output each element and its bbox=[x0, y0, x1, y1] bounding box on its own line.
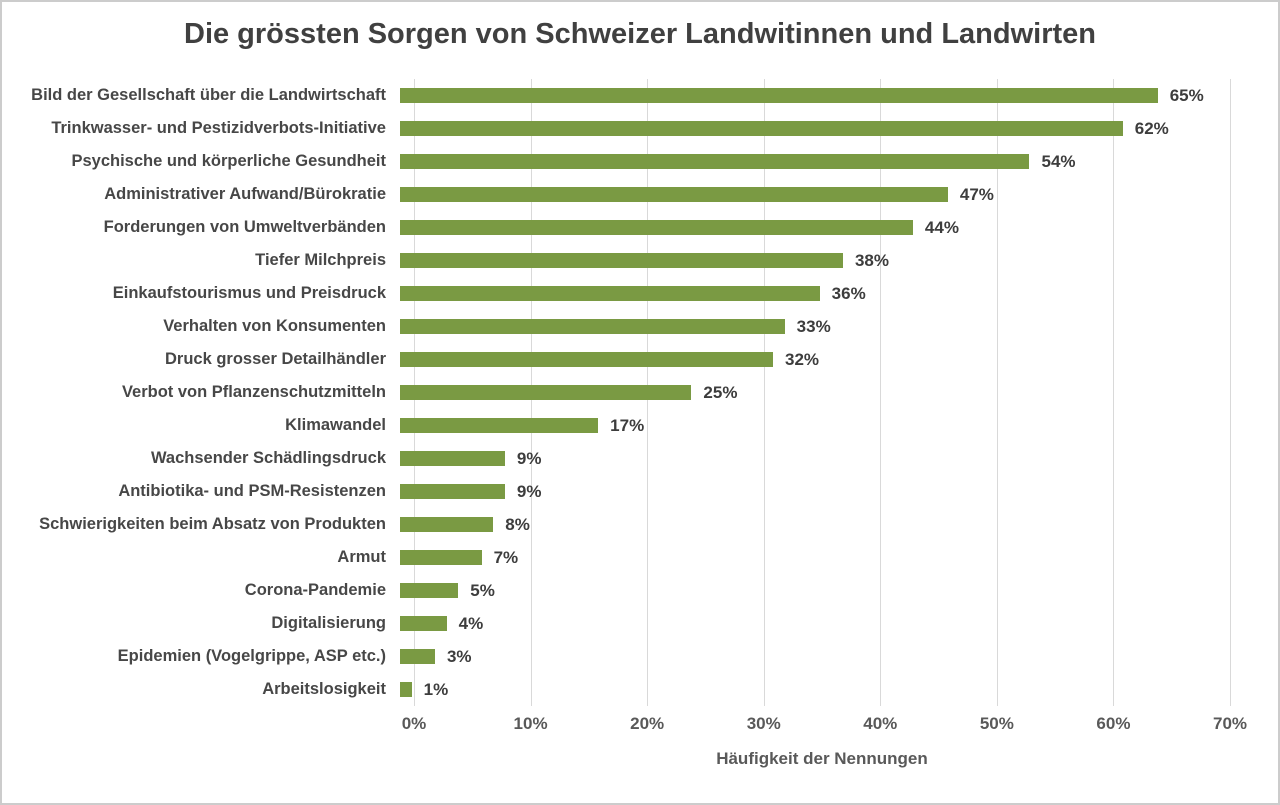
x-tick-label: 50% bbox=[979, 714, 1014, 733]
plot-area bbox=[2, 79, 1278, 706]
value-label: 54% bbox=[1041, 151, 1076, 171]
bar-track bbox=[400, 416, 1216, 436]
bar-track bbox=[400, 581, 1216, 601]
bar bbox=[400, 253, 843, 268]
category-label: Forderungen von Umweltverbänden bbox=[103, 218, 386, 236]
x-tick-label: 60% bbox=[1096, 714, 1131, 733]
bar-track bbox=[400, 152, 1216, 172]
category-label: Einkaufstourismus und Preisdruck bbox=[112, 284, 386, 302]
value-label: 9% bbox=[516, 448, 542, 468]
value-label: 8% bbox=[505, 514, 530, 534]
bar-track bbox=[400, 548, 1216, 568]
x-tick-label: 70% bbox=[1212, 714, 1248, 733]
x-tick-label: 10% bbox=[513, 714, 548, 733]
chart-row bbox=[2, 541, 1278, 574]
chart-row bbox=[2, 310, 1278, 343]
category-label: Epidemien (Vogelgrippe, ASP etc.) bbox=[117, 647, 386, 665]
chart-row bbox=[2, 475, 1278, 508]
chart-row bbox=[2, 178, 1278, 211]
value-label: 7% bbox=[493, 547, 519, 567]
category-label: Arbeitslosigkeit bbox=[262, 680, 386, 698]
x-tick-label: 30% bbox=[746, 714, 781, 733]
bar-track bbox=[400, 482, 1216, 502]
category-label: Antibiotika- und PSM-Resistenzen bbox=[118, 482, 386, 500]
value-label: 3% bbox=[446, 646, 472, 666]
chart-row bbox=[2, 508, 1278, 541]
x-axis-title: Häufigkeit der Nennungen bbox=[716, 749, 928, 768]
x-tick-label: 20% bbox=[630, 714, 665, 733]
value-label: 1% bbox=[423, 679, 449, 699]
bar-track bbox=[400, 86, 1216, 106]
bar bbox=[400, 682, 412, 697]
bar-track bbox=[400, 680, 1216, 700]
value-label: 33% bbox=[796, 316, 831, 336]
bar-track bbox=[400, 317, 1216, 337]
chart-row bbox=[2, 673, 1278, 706]
value-label: 36% bbox=[831, 283, 866, 303]
chart-row bbox=[2, 409, 1278, 442]
value-label: 4% bbox=[458, 613, 484, 633]
bar bbox=[400, 187, 948, 202]
chart-row bbox=[2, 343, 1278, 376]
x-axis bbox=[401, 714, 1248, 740]
chart-row bbox=[2, 277, 1278, 310]
bar bbox=[400, 616, 447, 631]
chart-title: Die grössten Sorgen von Schweizer Landwitinnen und Landwirten bbox=[184, 18, 1096, 50]
category-label: Tiefer Milchpreis bbox=[255, 251, 386, 269]
value-label: 17% bbox=[610, 415, 645, 435]
value-label: 47% bbox=[959, 184, 994, 204]
value-label: 32% bbox=[785, 349, 820, 369]
bar bbox=[400, 385, 691, 400]
value-label: 5% bbox=[470, 580, 495, 600]
chart-row bbox=[2, 112, 1278, 145]
category-label: Wachsender Schädlingsdruck bbox=[150, 449, 386, 467]
bar bbox=[400, 550, 482, 565]
x-tick-label: 0% bbox=[401, 714, 427, 733]
category-label: Schwierigkeiten beim Absatz von Produkten bbox=[39, 515, 386, 533]
bar-track bbox=[400, 614, 1216, 634]
bar bbox=[400, 220, 913, 235]
bar bbox=[400, 352, 773, 367]
bar bbox=[400, 451, 505, 466]
bar-track bbox=[400, 350, 1216, 370]
chart-row bbox=[2, 244, 1278, 277]
bar-track bbox=[400, 185, 1216, 205]
bar bbox=[400, 484, 505, 499]
category-label: Verbot von Pflanzenschutzmitteln bbox=[121, 383, 386, 401]
bar bbox=[400, 583, 458, 598]
chart-row bbox=[2, 640, 1278, 673]
value-label: 9% bbox=[516, 481, 542, 501]
bar-track bbox=[400, 647, 1216, 667]
bar bbox=[400, 418, 598, 433]
value-label: 65% bbox=[1169, 85, 1204, 105]
value-label: 62% bbox=[1134, 118, 1169, 138]
bar bbox=[400, 649, 435, 664]
bar bbox=[400, 286, 820, 301]
bar bbox=[400, 121, 1123, 136]
category-label: Verhalten von Konsumenten bbox=[163, 317, 386, 335]
category-label: Psychische und körperliche Gesundheit bbox=[71, 152, 386, 170]
category-label: Armut bbox=[337, 548, 386, 566]
bar bbox=[400, 319, 785, 334]
chart-row bbox=[2, 607, 1278, 640]
category-label: Bild der Gesellschaft über die Landwirtschaft bbox=[31, 86, 386, 104]
chart-row bbox=[2, 574, 1278, 607]
chart-row bbox=[2, 376, 1278, 409]
bar-rows bbox=[2, 79, 1278, 706]
category-label: Digitalisierung bbox=[271, 614, 386, 632]
category-label: Druck grosser Detailhändler bbox=[165, 350, 386, 368]
value-label: 25% bbox=[703, 382, 738, 402]
value-label: 38% bbox=[854, 250, 889, 270]
bar-track bbox=[400, 383, 1216, 403]
chart-row bbox=[2, 79, 1278, 112]
bar bbox=[400, 154, 1029, 169]
x-tick-label: 40% bbox=[863, 714, 898, 733]
bar bbox=[400, 88, 1158, 103]
bar-track bbox=[400, 284, 1216, 304]
bar-track bbox=[400, 251, 1216, 271]
value-label: 44% bbox=[924, 217, 959, 237]
chart-row bbox=[2, 442, 1278, 475]
category-label: Corona-Pandemie bbox=[244, 581, 386, 599]
bar bbox=[400, 517, 493, 532]
chart-row bbox=[2, 145, 1278, 178]
category-label: Klimawandel bbox=[285, 416, 386, 434]
bar-track bbox=[400, 449, 1216, 469]
bar-track bbox=[400, 515, 1216, 535]
category-label: Administrativer Aufwand/Bürokratie bbox=[104, 185, 386, 203]
bar-track bbox=[400, 218, 1216, 238]
chart-row bbox=[2, 211, 1278, 244]
category-label: Trinkwasser- und Pestizidverbots-Initiative bbox=[51, 119, 386, 137]
bar-track bbox=[400, 119, 1216, 139]
